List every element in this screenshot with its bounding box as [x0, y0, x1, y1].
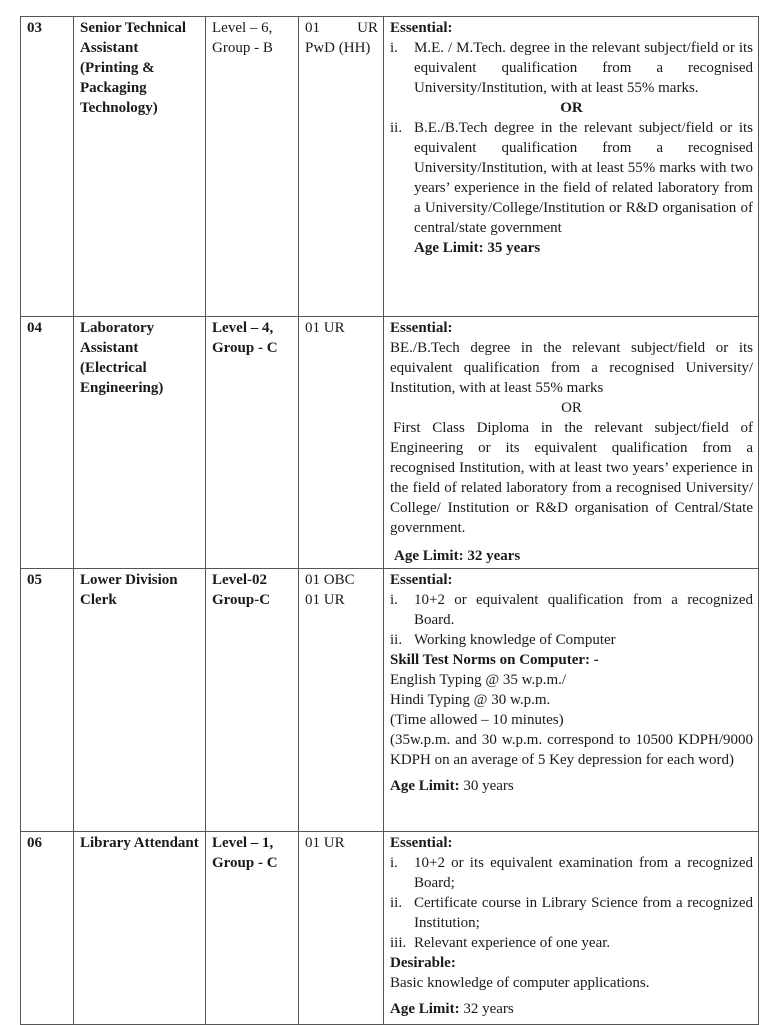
- item-number: ii.: [390, 120, 403, 136]
- item-number: i.: [390, 40, 398, 56]
- item-text: Relevant experience of one year.: [414, 935, 611, 951]
- pay-level: Level – 1, Group - C: [206, 832, 299, 1025]
- qualification-item: [390, 38, 753, 98]
- age-limit: [390, 999, 753, 1019]
- post-name: Senior Technical Assistant (Printing & Packaging Technology): [74, 17, 206, 317]
- serial-number: 03: [21, 17, 74, 317]
- post-name: Laboratory Assistant (Electrical Engineering): [74, 317, 206, 569]
- post-name: Lower Division Clerk: [74, 569, 206, 832]
- desirable-label: Desirable:: [390, 955, 456, 971]
- or-separator: OR: [560, 100, 583, 116]
- item-number: i.: [390, 592, 398, 608]
- qualification-cell: [384, 317, 759, 569]
- qualification-item: [390, 893, 753, 933]
- vacancies: 01 UR: [299, 317, 384, 569]
- serial-number: 04: [21, 317, 74, 569]
- pay-level: Level-02 Group-C: [206, 569, 299, 832]
- item-text: 10+2 or equivalent qualification from a recognized Board.: [414, 592, 753, 628]
- vacancies: 01 UR PwD (HH): [299, 17, 384, 317]
- age-limit-label: Age Limit:: [390, 778, 460, 794]
- vacancies: [299, 569, 384, 832]
- age-limit: [390, 776, 753, 796]
- serial-number: 06: [21, 832, 74, 1025]
- age-limit: Age Limit: 32 years: [394, 548, 521, 564]
- recruitment-table: [20, 16, 759, 1025]
- essential-label: Essential:: [390, 20, 453, 36]
- serial-number: 05: [21, 569, 74, 832]
- qualification-item: [390, 933, 753, 953]
- essential-label: Essential:: [390, 572, 453, 588]
- table-row: [21, 832, 759, 1025]
- item-text: 10+2 or its equivalent examination from a recognized Board;: [414, 855, 753, 891]
- age-limit-value: 30 years: [463, 778, 514, 794]
- qualification-cell: [384, 17, 759, 317]
- skill-test-label: Skill Test Norms on Computer: -: [390, 652, 599, 668]
- item-text: Working knowledge of Computer: [414, 632, 616, 648]
- skill-line: (Time allowed – 10 minutes): [390, 712, 564, 728]
- item-number: i.: [390, 855, 398, 871]
- skill-line: English Typing @ 35 w.p.m./: [390, 672, 567, 688]
- qualification-item: [390, 853, 753, 893]
- table-row: [21, 317, 759, 569]
- pay-level: Level – 4, Group - C: [206, 317, 299, 569]
- essential-label: Essential:: [390, 320, 453, 336]
- skill-note: (35w.p.m. and 30 w.p.m. correspond to 10500 KDPH/9000 KDPH on an average of 5 Key depression for each word): [390, 732, 753, 768]
- item-number: iii.: [390, 935, 407, 951]
- pay-level: Level – 6, Group - B: [206, 17, 299, 317]
- qualification-item: [390, 118, 753, 238]
- qualification-cell: [384, 832, 759, 1025]
- qualification-item: [390, 630, 753, 650]
- age-limit-value: 32 years: [463, 1001, 514, 1017]
- desirable-text: Basic knowledge of computer applications.: [390, 975, 650, 991]
- qualification-text: BE./B.Tech degree in the relevant subject/field or its equivalent qualification from a recognised University/ Institution, with at least 55% marks: [390, 340, 753, 396]
- table-row: [21, 17, 759, 317]
- age-limit-label: Age Limit:: [390, 1001, 460, 1017]
- item-text: Certificate course in Library Science from a recognized Institution;: [414, 895, 753, 931]
- item-number: ii.: [390, 895, 403, 911]
- vacancies: 01 UR: [299, 832, 384, 1025]
- skill-line: Hindi Typing @ 30 w.p.m.: [390, 692, 551, 708]
- post-name: Library Attendant: [74, 832, 206, 1025]
- age-limit: Age Limit: 35 years: [414, 240, 541, 256]
- item-text: M.E. / M.Tech. degree in the relevant subject/field or its equivalent qualification from a recognised University/Institution, with at least 55% marks.: [414, 40, 753, 96]
- vacancy-line: 01 OBC: [305, 572, 355, 588]
- item-text: B.E./B.Tech degree in the relevant subject/field or its equivalent qualification from a recognised University/Institution, with at least 55% marks with two years’ experience in the field of related laboratory from a University/College/Institution or R&D organisation of central/state government: [414, 120, 753, 236]
- qualification-text: First Class Diploma in the relevant subject/field of Engineering or its equivalent qualification from a recognised Institution, with at least two years’ experience in the field of related laboratory from a recognised University/ College/ Institution or R&D organisation of Central/State government.: [390, 420, 753, 536]
- essential-label: Essential:: [390, 835, 453, 851]
- qualification-cell: [384, 569, 759, 832]
- qualification-item: [390, 590, 753, 630]
- table-row: [21, 569, 759, 832]
- vacancy-line: 01 UR: [305, 592, 345, 608]
- item-number: ii.: [390, 632, 403, 648]
- or-separator: OR: [561, 400, 582, 416]
